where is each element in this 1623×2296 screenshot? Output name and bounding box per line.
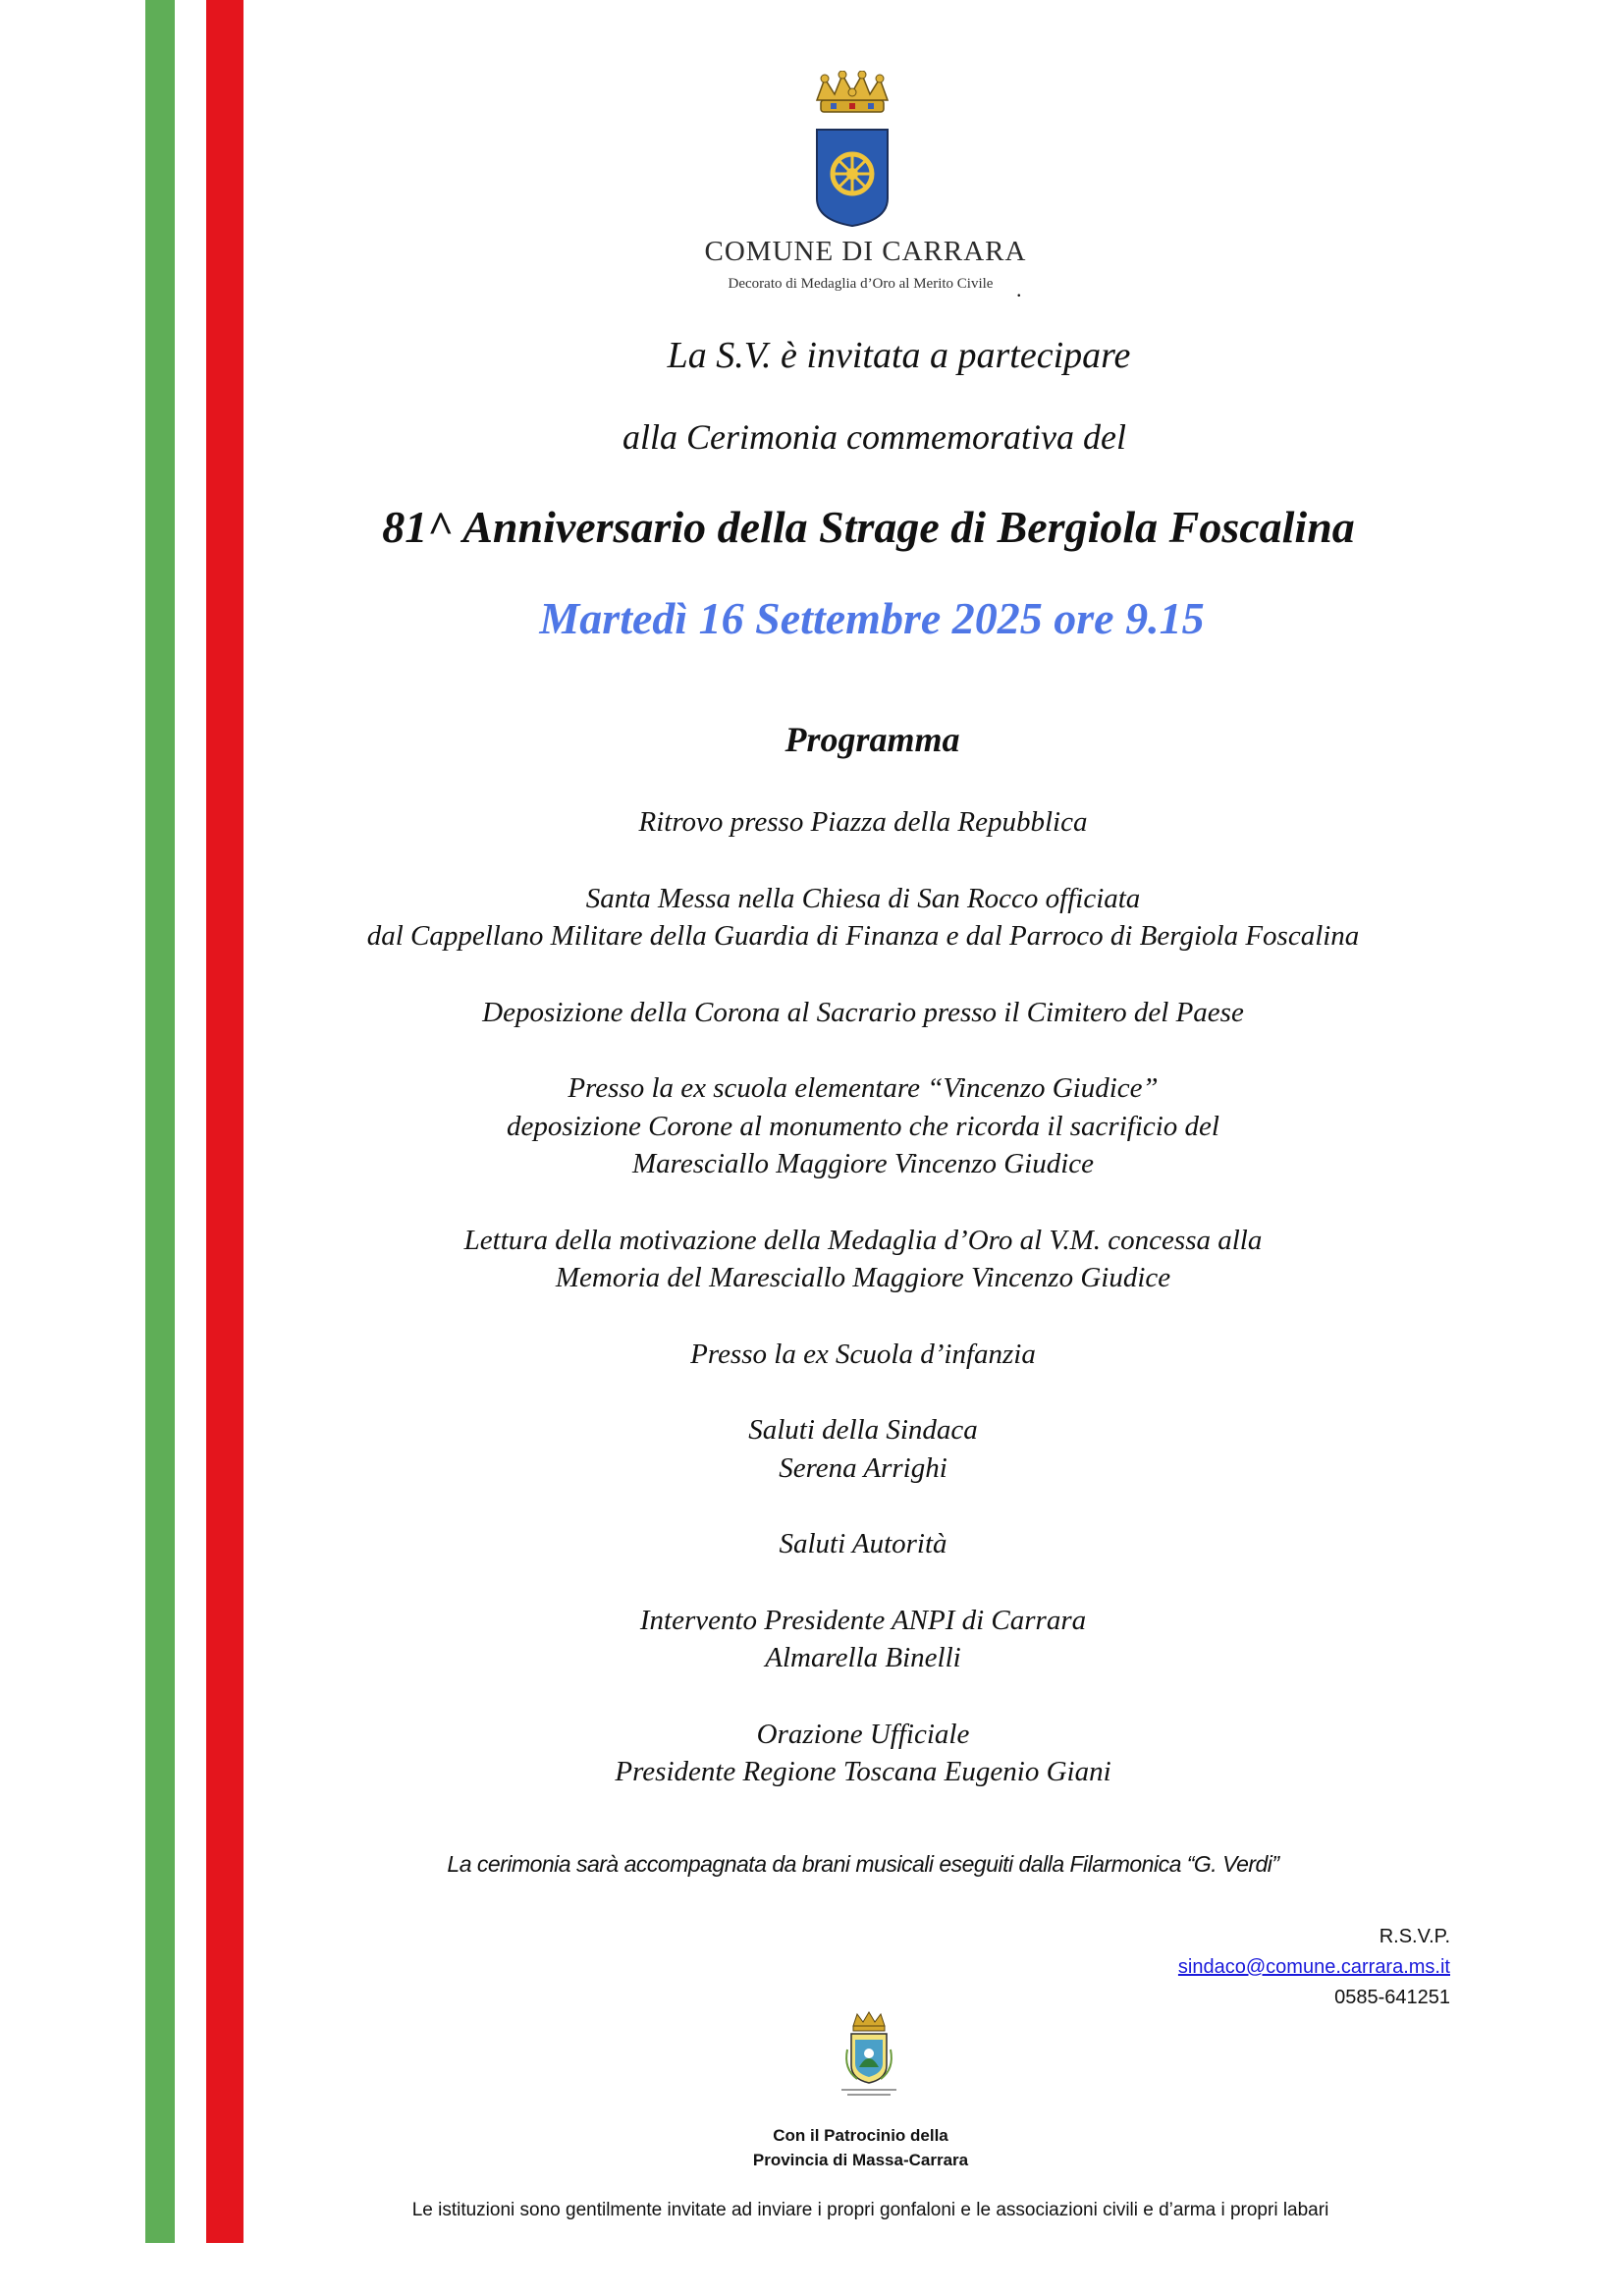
program-line: Saluti Autorità <box>779 1528 947 1559</box>
comune-crest-logo <box>811 71 893 228</box>
program-line: deposizione Corone al monumento che ricorda il sacrificio del <box>507 1110 1219 1142</box>
program-line: dal Cappellano Militare della Guardia di Finanza e dal Parroco di Bergiola Foscalina <box>366 920 1360 952</box>
program-item <box>243 1411 1483 1487</box>
header-dot: . <box>1016 277 1022 301</box>
program-line: Presso la ex Scuola d’infanzia <box>690 1338 1036 1370</box>
anniversary-title: 81^ Anniversario della Strage di Bergiola Foscalina <box>382 502 1355 552</box>
rsvp-email-link[interactable]: sindaco@comune.carrara.ms.it <box>1177 1956 1450 1978</box>
program-item <box>243 803 1483 842</box>
invitation-line-1: La S.V. è invitata a partecipare <box>667 335 1131 376</box>
shield-icon <box>846 2034 892 2083</box>
program-line: Memoria del Maresciallo Maggiore Vincenzo Giudice <box>555 1262 1171 1293</box>
comune-title: COMUNE DI CARRARA <box>704 236 1027 267</box>
program-line: Ritrovo presso Piazza della Repubblica <box>638 806 1088 838</box>
program-item <box>243 880 1483 956</box>
event-date: Martedì 16 Settembre 2025 ore 9.15 <box>539 593 1205 643</box>
music-note: La cerimonia sarà accompagnata da brani musicali eseguiti dalla Filarmonica “G. Verdi” <box>447 1851 1279 1877</box>
invitation-line-2: alla Cerimonia commemorativa del <box>622 417 1126 457</box>
shield-icon <box>817 130 888 226</box>
program-list <box>243 803 1483 1830</box>
program-line: Serena Arrighi <box>779 1451 947 1484</box>
program-line: Lettura della motivazione della Medaglia d’Oro al V.M. concessa alla <box>463 1224 1263 1256</box>
crown-icon <box>853 2012 885 2031</box>
program-line: Almarella Binelli <box>765 1642 961 1673</box>
patrocinio-block <box>0 2123 1623 2172</box>
rsvp-phone: 0585-641251 <box>1334 1987 1450 2008</box>
program-line: Orazione Ufficiale <box>756 1718 970 1750</box>
footer-note: Le istituzioni sono gentilmente invitate ad inviare i propri gonfaloni e le associazioni civili e d’arma i propri labari <box>411 2200 1329 2220</box>
patrocinio-line-2: Provincia di Massa-Carrara <box>752 2151 969 2169</box>
comune-subtitle: Decorato di Medaglia d’Oro al Merito Civile <box>728 276 994 292</box>
rsvp-label: R.S.V.P. <box>1379 1926 1450 1947</box>
program-line: Deposizione della Corona al Sacrario presso il Cimitero del Paese <box>482 996 1244 1028</box>
program-item <box>243 1602 1483 1677</box>
program-line: Saluti della Sindaca <box>748 1414 978 1446</box>
program-line: Presso la ex scuola elementare “Vincenzo Giudice” <box>568 1072 1159 1104</box>
program-item <box>243 1525 1483 1563</box>
program-item <box>243 1336 1483 1374</box>
patrocinio-line-1: Con il Patrocinio della <box>773 2126 948 2145</box>
program-line: Intervento Presidente ANPI di Carrara <box>639 1604 1087 1636</box>
program-item <box>243 1222 1483 1297</box>
programma-heading: Programma <box>784 720 960 759</box>
program-line: Presidente Regione Toscana Eugenio Giani <box>615 1756 1111 1787</box>
program-line: Maresciallo Maggiore Vincenzo Giudice <box>631 1148 1095 1179</box>
program-item <box>243 1716 1483 1791</box>
program-item <box>243 994 1483 1032</box>
rsvp-block <box>1178 1922 1450 2013</box>
program-item <box>243 1069 1483 1183</box>
provincia-crest-logo <box>828 2010 910 2101</box>
crown-icon <box>817 71 888 112</box>
program-line: Santa Messa nella Chiesa di San Rocco officiata <box>585 882 1141 914</box>
